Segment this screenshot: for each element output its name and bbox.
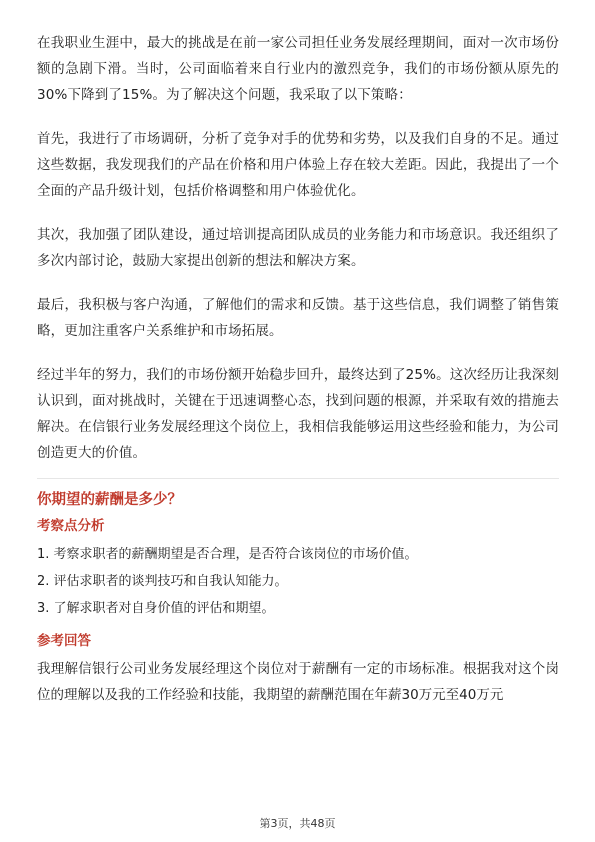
paragraph-second: 其次，我加强了团队建设，通过培训提高团队成员的业务能力和市场意识。我还组织了多次内部讨论，鼓励大家提出创新的想法和解决方案。	[37, 227, 559, 269]
paragraph-last: 最后，我积极与客户沟通，了解他们的需求和反馈。基于这些信息，我们调整了销售策略，更加注重客户关系维护和市场拓展。	[37, 297, 559, 339]
answer-text: 我理解信银行公司业务发展经理这个岗位对于薪酬有一定的市场标准。根据我对这个岗位的理解以及我的工作经验和技能，我期望的薪酬范围在年薪30万元至40万元	[37, 661, 559, 703]
analysis-point: 1. 考察求职者的薪酬期望是否合理，是否符合该岗位的市场价值。	[37, 547, 418, 562]
analysis-point: 3. 了解求职者对自身价值的评估和期望。	[37, 601, 275, 616]
analysis-points	[37, 541, 559, 622]
analysis-point: 2. 评估求职者的谈判技巧和自我认知能力。	[37, 574, 288, 589]
section-divider	[37, 478, 559, 479]
paragraph-intro: 在我职业生涯中，最大的挑战是在前一家公司担任业务发展经理期间，面对一次市场份额的急剧下滑。当时，公司面临着来自行业内的激烈竞争，我们的市场份额从原先的30%下降到了15%。为了解决这个问题，我采取了以下策略：	[37, 35, 559, 103]
question-title: 你期望的薪酬是多少？	[37, 492, 182, 508]
analysis-title: 考察点分析	[37, 518, 105, 534]
page-number: 第3页，共48页	[259, 817, 336, 830]
page-content	[37, 30, 559, 708]
answer-title: 参考回答	[37, 633, 91, 649]
paragraph-conclusion: 经过半年的努力，我们的市场份额开始稳步回升，最终达到了25%。这次经历让我深刻认识到，面对挑战时，关键在于迅速调整心态，找到问题的根源，并采取有效的措施去解决。在信银行业务发展经理这个岗位上，我相信我能够运用这些经验和能力，为公司创造更大的价值。	[37, 367, 559, 461]
paragraph-first: 首先，我进行了市场调研，分析了竞争对手的优势和劣势，以及我们自身的不足。通过这些数据，我发现我们的产品在价格和用户体验上存在较大差距。因此，我提出了一个全面的产品升级计划，包括价格调整和用户体验优化。	[37, 131, 559, 199]
